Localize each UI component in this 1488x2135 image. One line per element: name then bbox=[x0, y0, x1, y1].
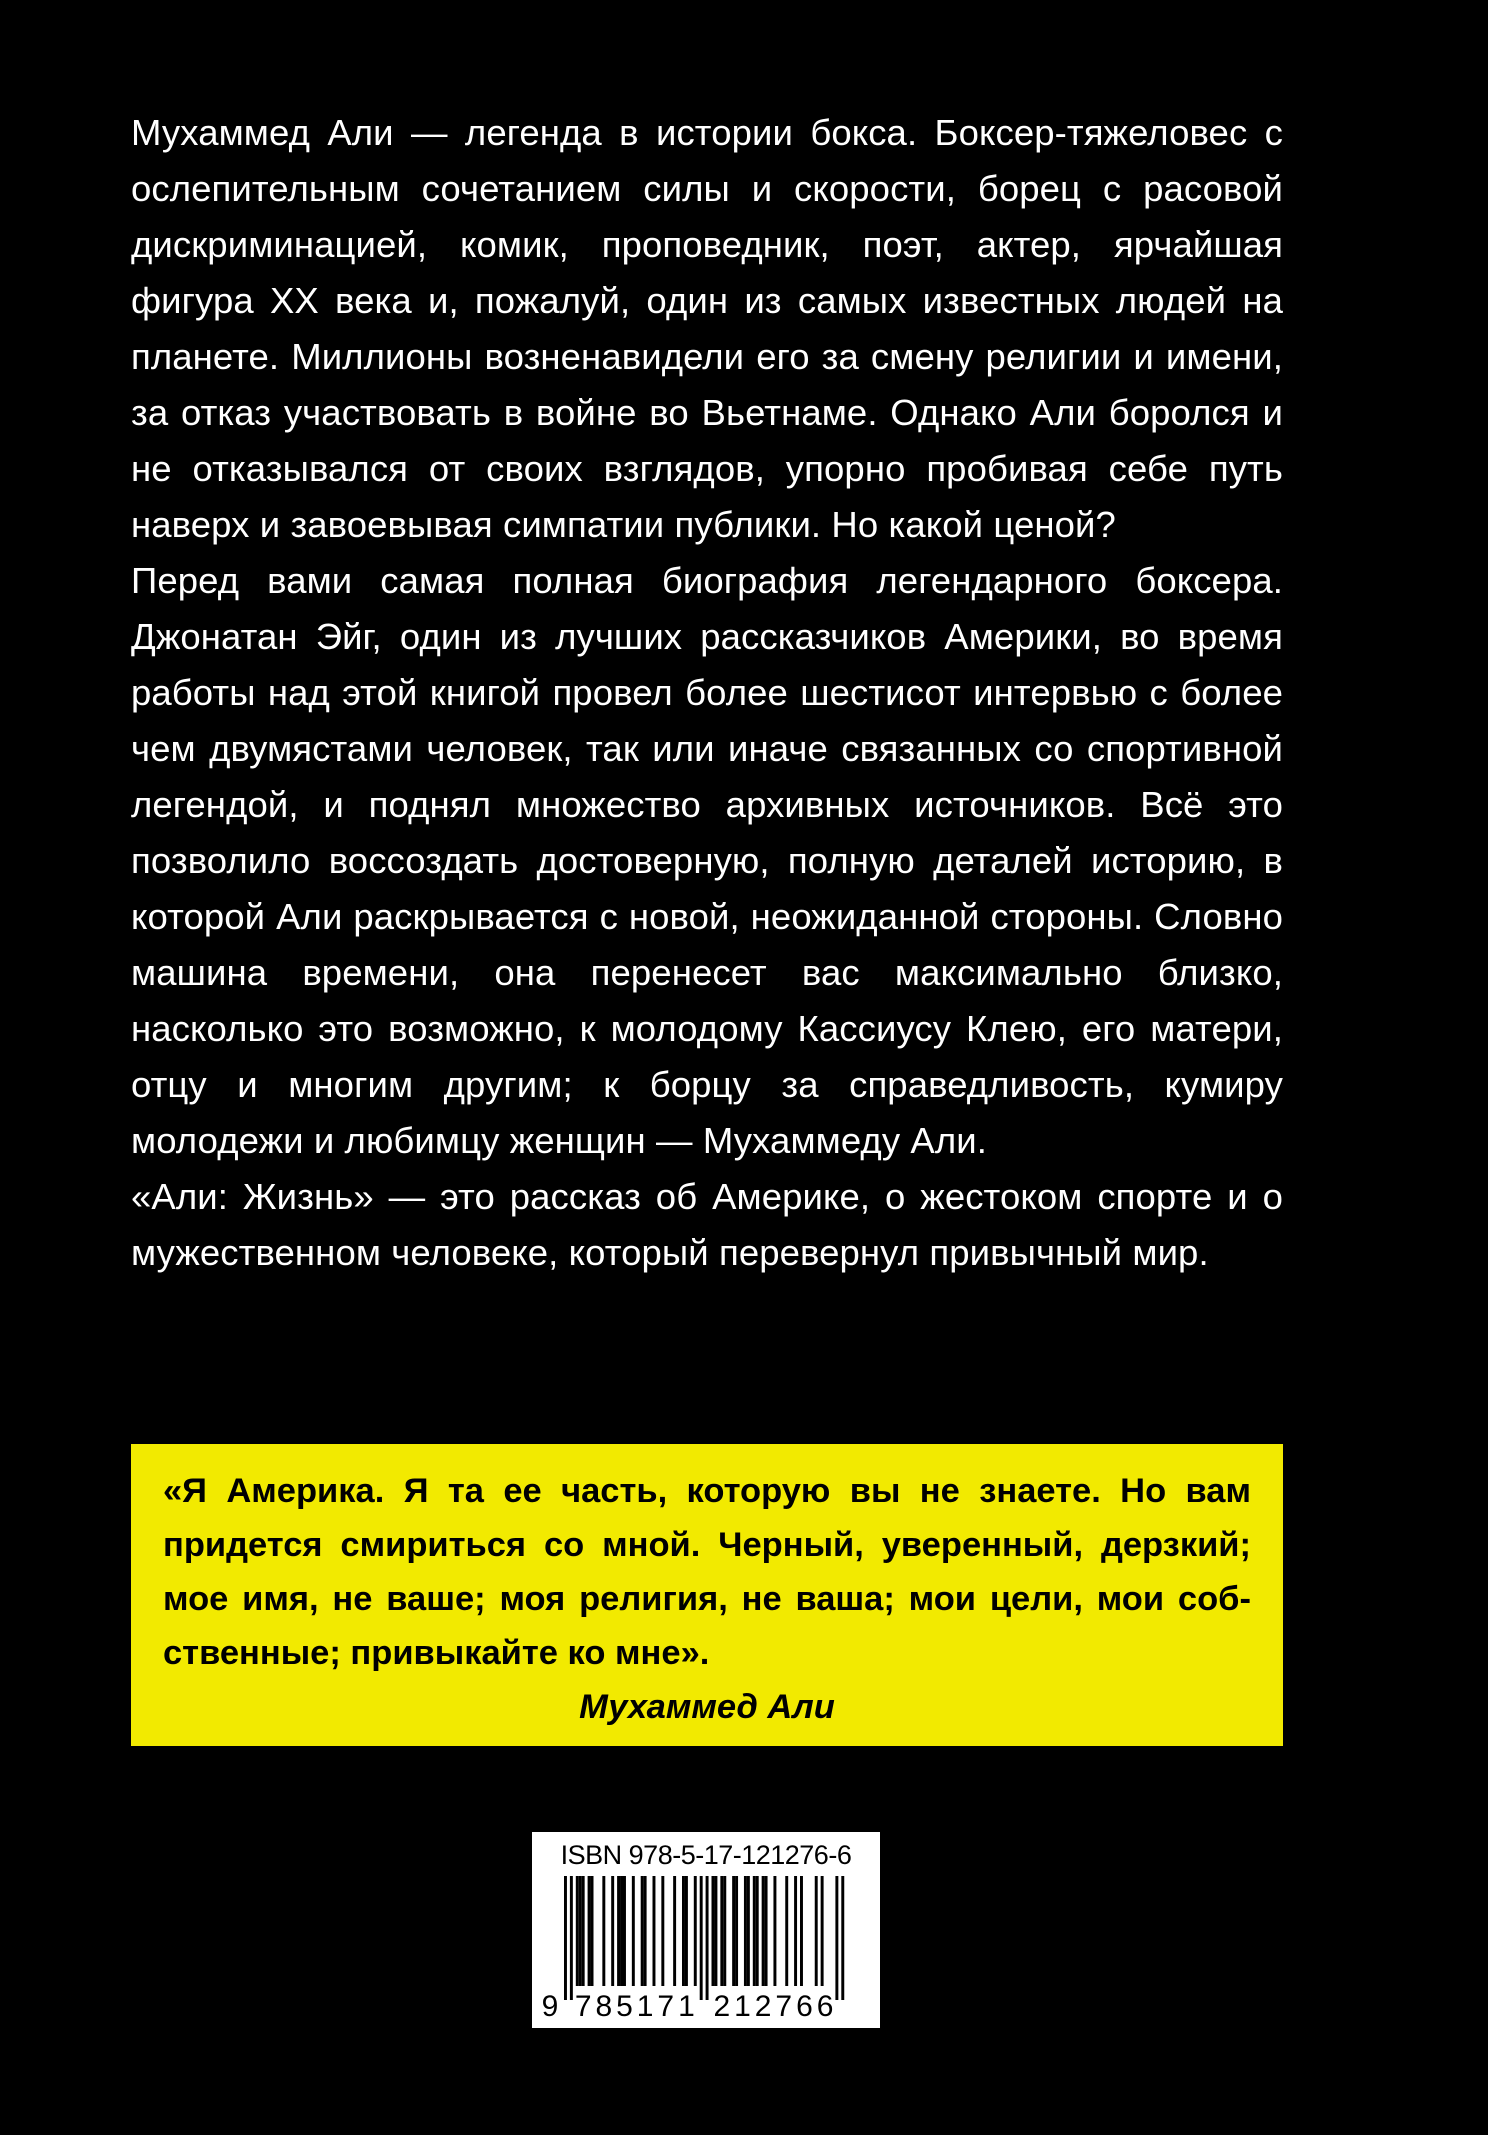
barcode-bar bbox=[576, 1876, 579, 1986]
barcode-bar bbox=[641, 1876, 644, 1986]
barcode-bar bbox=[582, 1876, 585, 1986]
barcode-bar bbox=[835, 1876, 838, 2000]
description-paragraph-2: Перед вами самая полная биография легендарного боксера. Джонатан Эйг, один из лучших рассказчиков Америки, во время работы над этой книгой провел более шестисот интервью с более чем двумястами человек, так или иначе связанных со спортивной легендой, и поднял множество архивных источников. Всё это позволило воссоздать достоверную, полную деталей историю, в которой Али раскрывается с новой, неожиданной стороны. Словно машина времени, она перенесет вас максимально близко, насколько это возможно, к молодому Кассиусу Клею, его матери, отцу и многим другим; к борцу за справедливость, кумиру молодежи и любимцу женщин — Мухаммеду Али. bbox=[131, 560, 1283, 1161]
barcode-bar bbox=[588, 1876, 591, 1986]
barcode-bar bbox=[591, 1876, 594, 1986]
barcode-bar bbox=[800, 1876, 803, 1986]
barcode-bar bbox=[732, 1876, 735, 1986]
barcode-bar bbox=[564, 1876, 567, 2000]
barcode-bar bbox=[694, 1876, 697, 1986]
barcode-bar bbox=[602, 1876, 605, 1986]
isbn-label: ISBN 978-5-17-121276-6 bbox=[560, 1840, 852, 1870]
barcode-bar bbox=[753, 1876, 756, 1986]
barcode-bar bbox=[723, 1876, 726, 1986]
description-paragraph-3: «Али: Жизнь» — это рассказ об Америке, о жестоком спорте и о мужественном человеке, который перевернул привычный мир. bbox=[131, 1176, 1283, 1273]
barcode-digit: 1 bbox=[734, 1990, 751, 2023]
barcode-bar bbox=[700, 1876, 703, 2000]
barcode-bar bbox=[720, 1876, 723, 1986]
barcode-digit: 5 bbox=[616, 1990, 633, 2023]
barcode-digit: 7 bbox=[657, 1990, 675, 2023]
barcode-digit: 7 bbox=[574, 1990, 592, 2023]
barcode-bar bbox=[653, 1876, 656, 1986]
barcode-bar bbox=[611, 1876, 614, 1986]
barcode-bar bbox=[623, 1876, 626, 1986]
quote-box bbox=[131, 1444, 1283, 1746]
barcode-bar bbox=[620, 1876, 623, 1986]
barcode-bar bbox=[785, 1876, 788, 1986]
isbn-barcode bbox=[532, 1832, 880, 2028]
barcode-bar bbox=[685, 1876, 688, 1986]
barcode-bar bbox=[682, 1876, 685, 1986]
barcode-bar bbox=[661, 1876, 664, 1986]
barcode-bar bbox=[632, 1876, 635, 1986]
quote-author: Мухаммед Али bbox=[579, 1688, 835, 1726]
barcode-bar bbox=[712, 1876, 715, 1986]
barcode-bar bbox=[773, 1876, 776, 1986]
barcode-bar bbox=[706, 1876, 709, 2000]
barcode-bar bbox=[747, 1876, 750, 1986]
barcode-digit: 9 bbox=[541, 1990, 559, 2023]
barcode-digit: 1 bbox=[636, 1990, 654, 2023]
barcode-digit: 6 bbox=[816, 1990, 834, 2023]
barcode-bar bbox=[794, 1876, 797, 1986]
barcode-bar bbox=[821, 1876, 824, 1986]
barcode-bar bbox=[735, 1876, 738, 1986]
barcode-digit: 8 bbox=[595, 1990, 613, 2023]
barcode-bar bbox=[644, 1876, 647, 1986]
barcode-bar bbox=[744, 1876, 747, 1986]
description-paragraph-1: Мухаммед Али — легенда в истории бокса. Боксер-тяжеловес с ослепительным сочетанием силы и скорости, борец с расовой дискриминацией, комик, проповедник, поэт, актер, ярчайшая фигура XX века и, пожалуй, один из самых известных людей на планете. Миллионы возненавидели его за смену религии и имени, за отказ участвовать в войне во Вьетнаме. Однако Али боролся и не отказывался от своих взглядов, упорно пробивая себе путь наверх и завоевывая симпатии публики. Но какой ценой? bbox=[131, 112, 1283, 545]
barcode-bar bbox=[756, 1876, 759, 1986]
barcode-bar bbox=[762, 1876, 765, 1986]
barcode-digit: 7 bbox=[775, 1990, 793, 2023]
barcode-bar bbox=[617, 1876, 620, 1986]
barcode-bar bbox=[765, 1876, 768, 1986]
quote-text: «Я Америка. Я та ее часть, которую вы не знаете. Но вам придется смириться со мной. Черный, уверенный, дерзкий; мое имя, не ваше; моя религия, не ваша; мои цели, мои собственные; привыкайте ко мне». bbox=[163, 1472, 1251, 1672]
barcode-bar bbox=[570, 1876, 573, 2000]
barcode-bar bbox=[841, 1876, 844, 2000]
barcode-bar bbox=[714, 1876, 717, 1986]
barcode-digit: 2 bbox=[754, 1990, 772, 2023]
barcode-digit: 6 bbox=[796, 1990, 813, 2023]
barcode-bar bbox=[673, 1876, 676, 1986]
barcode-bar bbox=[579, 1876, 582, 1986]
barcode-digit: 1 bbox=[678, 1990, 695, 2023]
book-description bbox=[131, 105, 1283, 1281]
barcode-digit: 2 bbox=[713, 1990, 731, 2023]
barcode-bar bbox=[815, 1876, 818, 1986]
